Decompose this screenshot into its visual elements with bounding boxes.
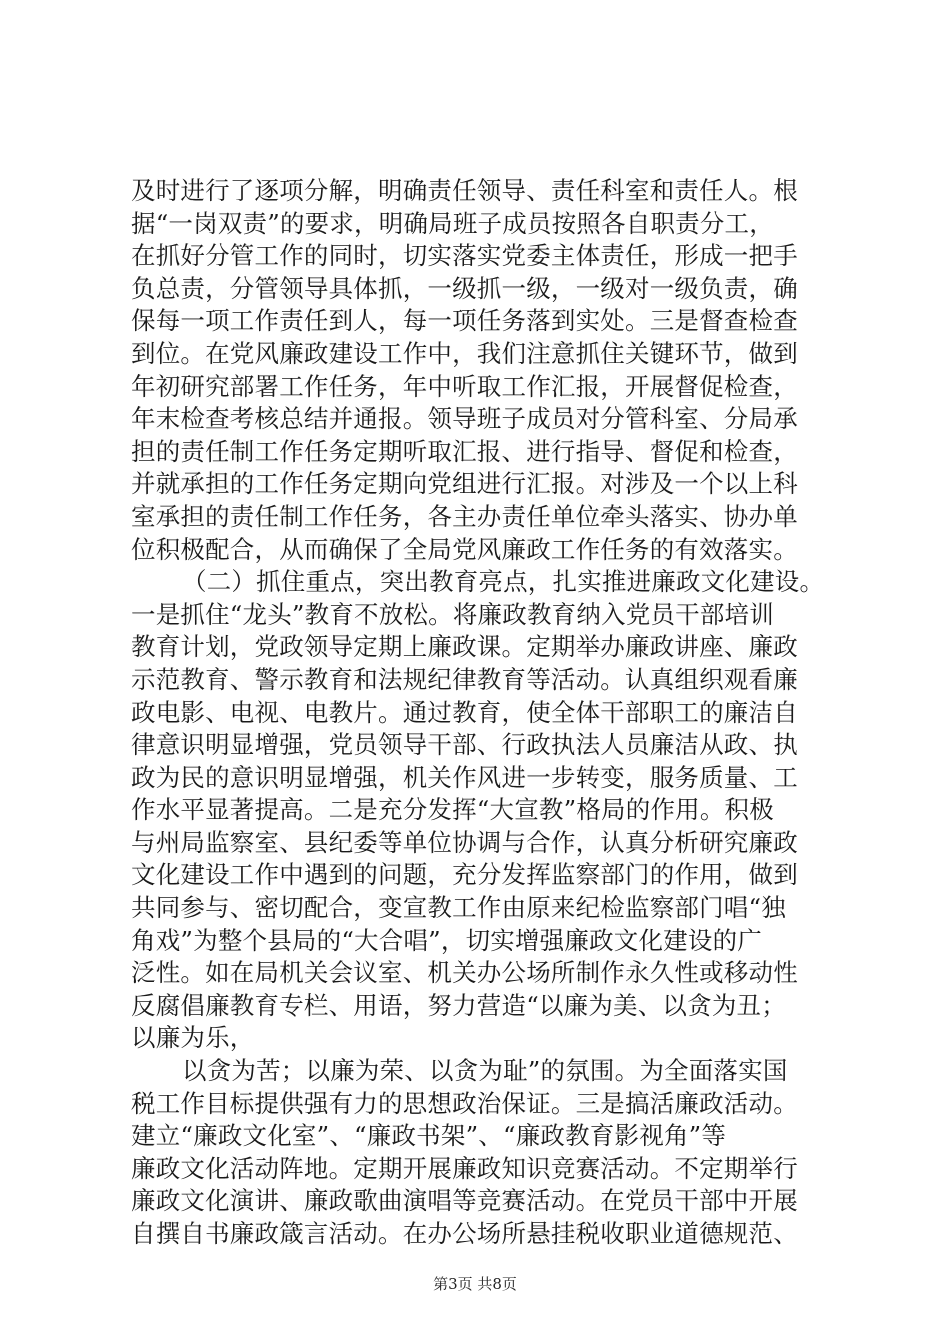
text-line: 反腐倡廉教育专栏、用语，努力营造“以廉为美、以贪为丑； xyxy=(131,990,786,1020)
text-line: 自撰自书廉政箴言活动。在办公场所悬挂税收职业道德规范、 xyxy=(131,1219,798,1248)
text-line: 以廉为乐， xyxy=(131,1023,255,1053)
text-line: 作水平显著提高。二是充分发挥“大宣教”格局的作用。积极 xyxy=(131,795,774,825)
text-line: 教育计划，党政领导定期上廉政课。定期举办廉政讲座、廉政 xyxy=(131,632,798,662)
text-line: 建立“廉政文化室”、“廉政书架”、“廉政教育影视角”等 xyxy=(131,1121,727,1151)
text-line: 税工作目标提供强有力的思想政治保证。三是搞活廉政活动。 xyxy=(131,1088,798,1118)
text-line: 及时进行了逐项分解，明确责任领导、责任科室和责任人。根 xyxy=(131,176,798,205)
text-line: 年初研究部署工作任务，年中听取工作汇报，开展督促检查， xyxy=(131,371,798,401)
text-line: 年末检查考核总结并通报。领导班子成员对分管科室、分局承 xyxy=(131,404,798,434)
text-line: 到位。在党风廉政建设工作中，我们注意抓住关键环节，做到 xyxy=(131,338,798,368)
text-line: 廉政文化演讲、廉政歌曲演唱等竞赛活动。在党员干部中开展 xyxy=(131,1186,798,1216)
text-line: 文化建设工作中遇到的问题，充分发挥监察部门的作用，做到 xyxy=(131,860,798,890)
text-line: 并就承担的工作任务定期向党组进行汇报。对涉及一个以上科 xyxy=(131,469,798,499)
text-line: 担的责任制工作任务定期听取汇报、进行指导、督促和检查， xyxy=(131,436,798,466)
body-text xyxy=(131,175,831,1251)
text-line: 角戏”为整个县局的“大合唱”，切实增强廉政文化建设的广 xyxy=(131,925,762,955)
section-heading-line: （二）抓住重点，突出教育亮点，扎实推进廉政文化建设。 xyxy=(182,567,825,597)
text-line: 政为民的意识明显增强，机关作风进一步转变，服务质量、工 xyxy=(131,762,798,792)
text-line: 保每一项工作责任到人，每一项任务落到实处。三是督查检查 xyxy=(131,306,798,336)
text-line: 在抓好分管工作的同时，切实落实党委主体责任，形成一把手 xyxy=(131,241,798,271)
paragraph-start-line: 以贪为苦；以廉为荣、以贪为耻”的氛围。为全面落实国 xyxy=(182,1056,788,1086)
text-line: 政电影、电视、电教片。通过教育，使全体干部职工的廉洁自 xyxy=(131,697,798,727)
text-line: 共同参与、密切配合，变宣教工作由原来纪检监察部门唱“独 xyxy=(131,893,786,923)
text-line: 一是抓住“龙头”教育不放松。将廉政教育纳入党员干部培训 xyxy=(131,599,774,629)
text-line: 负总责，分管领导具体抓，一级抓一级，一级对一级负责，确 xyxy=(131,273,798,303)
text-line: 位积极配合，从而确保了全局党风廉政工作任务的有效落实。 xyxy=(131,534,798,564)
text-line: 泛性。如在局机关会议室、机关办公场所制作永久性或移动性 xyxy=(131,958,798,988)
text-line: 与州局监察室、县纪委等单位协调与合作，认真分析研究廉政 xyxy=(131,827,798,857)
page-number-footer: 第3页 共8页 xyxy=(433,1275,517,1293)
text-line: 据“一岗双责”的要求，明确局班子成员按照各自职责分工， xyxy=(131,208,774,238)
text-line: 室承担的责任制工作任务，各主办责任单位牵头落实、协办单 xyxy=(131,501,798,531)
text-line: 律意识明显增强，党员领导干部、行政执法人员廉洁从政、执 xyxy=(131,730,798,760)
text-line: 廉政文化活动阵地。定期开展廉政知识竞赛活动。不定期举行 xyxy=(131,1153,798,1183)
text-line: 示范教育、警示教育和法规纪律教育等活动。认真组织观看廉 xyxy=(131,664,798,694)
